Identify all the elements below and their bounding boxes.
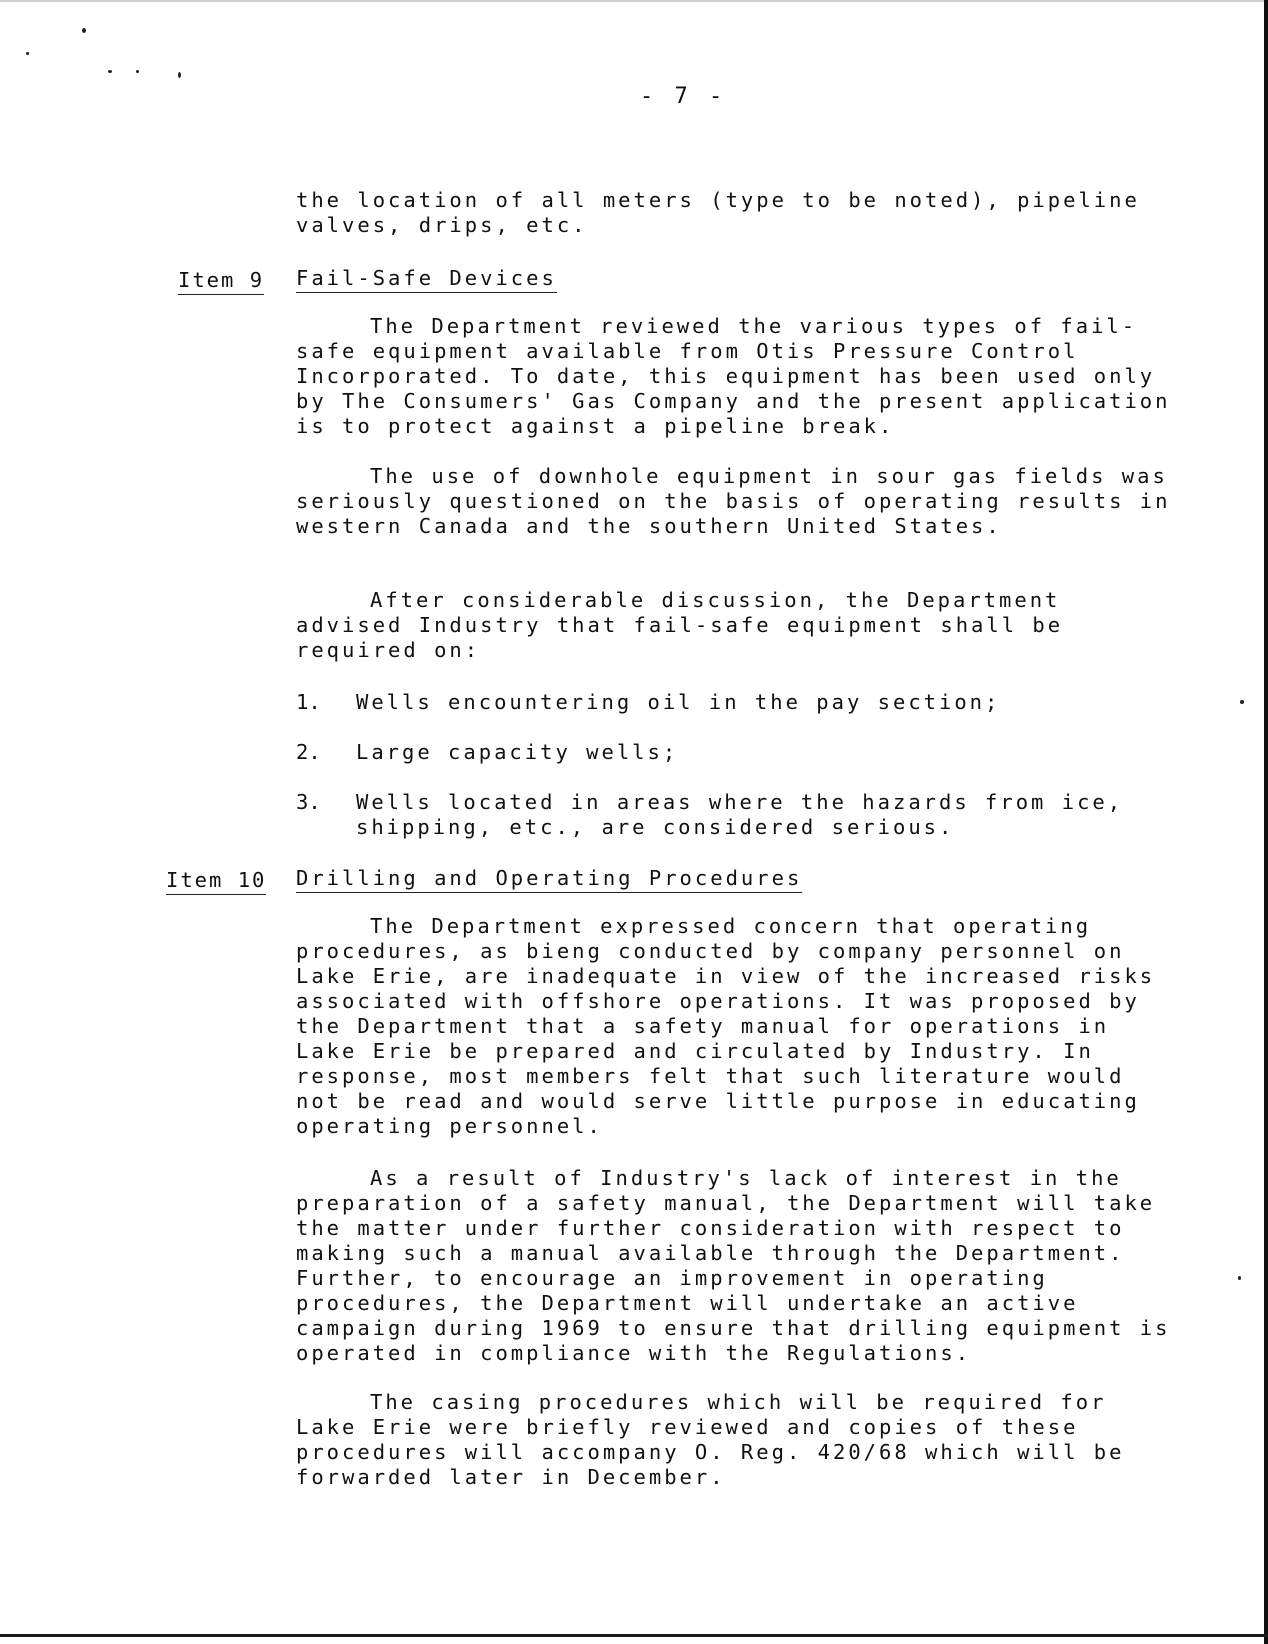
item-9-paragraph-1: The Department reviewed the various types of fail-safe equipment available from Otis Pressure Control Incorporated. To date, this equipment has been used only by The Consumers' Gas Company and the present application is to protect against a pipeline break. [296, 314, 1171, 438]
item-10-paragraph-3: The casing procedures which will be required for Lake Erie were briefly reviewed and copies of these procedures will accompany O. Reg. 420/68 which will be forwarded later in December. [296, 1390, 1125, 1489]
scan-speck [108, 70, 112, 73]
top-edge [0, 0, 1268, 2]
scan-speck [136, 70, 139, 73]
bottom-edge [0, 1634, 1268, 1637]
scan-speck [1238, 1276, 1241, 1280]
list-item-2-number: 2. [296, 740, 321, 764]
item-9-heading: Fail-Safe Devices [296, 266, 557, 293]
item-9-paragraph-3: After considerable discussion, the Department advised Industry that fail-safe equipment shall be required on: [296, 588, 1064, 662]
intro-paragraph: the location of all meters (type to be noted), pipeline valves, drips, etc. [296, 188, 1140, 237]
right-edge [1264, 0, 1268, 1644]
scan-speck [26, 52, 29, 55]
list-item-2-text: Large capacity wells; [356, 740, 679, 764]
list-item-3-text: Wells located in areas where the hazards from ice, shipping, etc., are considered serious. [356, 790, 1124, 839]
item-10-label: Item 10 [166, 868, 266, 895]
list-item-1-number: 1. [296, 690, 321, 714]
item-10-paragraph-1: The Department expressed concern that operating procedures, as bieng conducted by company personnel on Lake Erie, are inadequate in view of the increased risks associated with offshore operations. It was proposed by the Department that a safety manual for operations in Lake Erie be prepared and circulated by Industry. In response, most members felt that such literature would not be read and would serve little purpose in educating operating personnel. [296, 914, 1156, 1138]
item-10-paragraph-2: As a result of Industry's lack of interest in the preparation of a safety manual, the Department will take the matter under further consideration with respect to making such a manual available through the Department. Further, to encourage an improvement in operating procedures, the Department will undertake an active campaign during 1969 to ensure that drilling equipment is operated in compliance with the Regulations. [296, 1166, 1171, 1365]
page-number: - 7 - [640, 84, 727, 109]
list-item-3-number: 3. [296, 790, 321, 814]
scan-speck [1240, 700, 1244, 704]
scan-speck [82, 28, 86, 33]
item-9-paragraph-2: The use of downhole equipment in sour gas fields was seriously questioned on the basis of operating results in western Canada and the southern United States. [296, 464, 1171, 538]
item-9-label: Item 9 [178, 268, 264, 295]
item-10-heading: Drilling and Operating Procedures [296, 866, 802, 893]
list-item-1-text: Wells encountering oil in the pay section; [356, 690, 1001, 714]
scan-speck [178, 72, 181, 78]
